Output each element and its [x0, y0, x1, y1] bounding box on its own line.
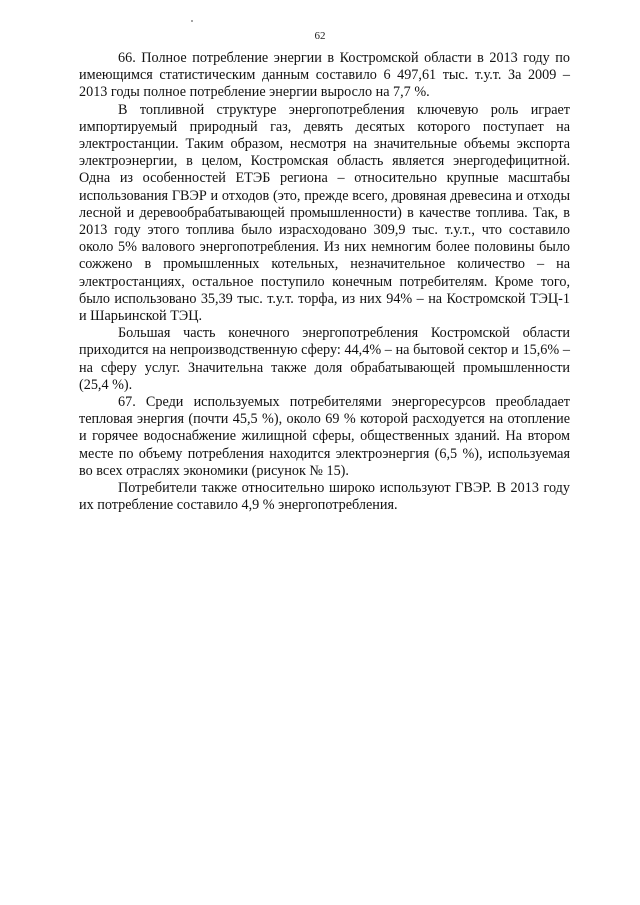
- paragraph-final-consumption: Большая часть конечного энергопотребления Костромской области приходится на непроизводственную сферу: 44,4% – на бытовой сектор и 15,6% – на сферу услуг. Значительна также доля обрабатывающей промышленности (25,4 %).: [79, 325, 570, 393]
- paragraph-gver: Потребители также относительно широко используют ГВЭР. В 2013 году их потребление составило 4,9 % энергопотребления.: [79, 480, 570, 514]
- paragraph-fuel-structure: В топливной структуре энергопотребления ключевую роль играет импортируемый природный газ, девять десятых которого поступает на электростанции. Таким образом, несмотря на значительные объемы экспорта электроэнергии, в целом, Костромская область является энергодефицитной. Одна из особенностей ЕТЭБ региона – относительно крупные масштабы использования ГВЭР и отходов (это, прежде всего, дровяная древесина и отходы лесной и деревообрабатывающей промышленности) в качестве топлива. Так, в 2013 году этого топлива было израсходовано 309,9 тыс. т.у.т., что составило около 5% валового энергопотребления. Из них немногим более половины было сожжено в промышленных котельных, незначительное количество – на электростанциях, остальное поступило конечным потребителям. Кроме того, было использовано 35,39 тыс. т.у.т. торфа, из них 94% – на Костромской ТЭЦ-1 и Шарьинской ТЭЦ.: [79, 101, 570, 325]
- body-text: [79, 50, 570, 514]
- paragraph-67: 67. Среди используемых потребителями энергоресурсов преобладает тепловая энергия (почти 45,5 %), около 69 % которой расходуется на отопление и горячее водоснабжение жилищной сферы, общественных зданий. На втором месте по объему потребления находится электроэнергия (6,5 %), используемая во всех отраслях экономики (рисунок № 15).: [79, 394, 570, 479]
- paragraph-66: 66. Полное потребление энергии в Костромской области в 2013 году по имеющимся статистическим данным составило 6 497,61 тыс. т.у.т. За 2009 – 2013 годы полное потребление энергии выросло на 7,7 %.: [79, 50, 570, 101]
- scan-speck: [191, 20, 193, 22]
- page-number: 62: [314, 30, 326, 42]
